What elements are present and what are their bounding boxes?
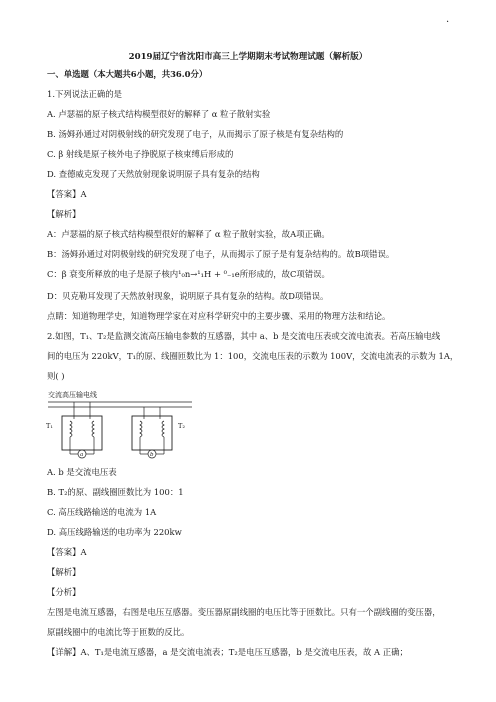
q2-option-b: B. T₂的原、副线圈匝数比为 100：1 (47, 487, 184, 497)
q1-comment: 点睛：知道物理学史，知道物理学家在对应科学研究中的主要步骤、采用的物理方法和结论。 (47, 311, 391, 321)
t1-label: T₁ (46, 422, 53, 430)
q2-stem-line2: 间的电压为 220kV，T₁的原、线圈匝数比为 1：100，交流电压表的示数为 100V，交流电流表的示数为 1A， (47, 351, 459, 361)
q2-fenxi-label: 【分析】 (47, 587, 81, 597)
meter-a-label: a (80, 452, 84, 458)
q2-option-a: A. b 是交流电压表 (47, 467, 117, 477)
q2-answer: 【答案】A (47, 547, 87, 557)
q1-explanation-b: B：汤姆孙通过对阴极射线的研究发现了电子，从而揭示了原子是有复杂结构的。故B项错误。 (47, 249, 395, 259)
t2-core (132, 416, 172, 450)
q2-option-c: C. 高压线路输送的电流为 1A (47, 507, 157, 517)
t2-coil-right (162, 421, 164, 437)
q1-option-c: C. β 射线是原子核外电子挣脱原子核束缚后形成的 (47, 149, 234, 159)
t1-core (62, 416, 102, 450)
q2-option-d: D. 高压线路输送的电功率为 220kw (47, 527, 182, 537)
q1-explanation-a: A：卢瑟福的原子核式结构模型很好的解释了 α 粒子散射实验，故A项正确。 (47, 229, 330, 239)
q1-analysis-label: 【解析】 (47, 209, 81, 219)
q1-explanation-d: D：贝克勒耳发现了天然放射现象，说明原子具有复杂的结构。故D项错误。 (47, 291, 329, 301)
q2-detail: 【详解】A、T₁是电流互感器，a 是交流电流表；T₂是电压互感器，b 是交流电压表，故 A 正确； (47, 647, 408, 657)
section-heading: 一、单选题（本大题共6小题，共36.0分） (47, 69, 208, 79)
t2-coil-left (140, 421, 142, 437)
q1-option-b: B. 汤姆孙通过对阴极射线的研究发现了电子，从而揭示了原子核是有复杂结构的 (47, 129, 344, 139)
q1-explanation-c: C：β 衰变所释放的电子是原子核内¹₀n→¹₁H + ⁰₋₁e所形成的，故C项错误。 (47, 269, 330, 279)
q1-option-a: A. 卢瑟福的原子核式结构模型很好的解释了 α 粒子散射实验 (47, 109, 271, 119)
q1-option-d: D. 查德威克发现了天然放射现象说明原子具有复杂的结构 (47, 169, 260, 179)
figure-caption: 交流高压输电线 (48, 391, 97, 399)
t2-label: T₂ (178, 422, 185, 430)
transformer-circuit-figure (44, 388, 194, 462)
q2-stem-line3: 则( ) (47, 371, 65, 381)
t1-coil-left (70, 421, 72, 437)
document-title: 2019届辽宁省沈阳市高三上学期期末考试物理试题（解析版） (128, 52, 368, 62)
q1-answer: 【答案】A (47, 189, 87, 199)
q2-analysis-label: 【解析】 (47, 567, 81, 577)
q2-fenxi-line2: 原副线圈中的电流比等于匝数的反比。 (47, 627, 190, 637)
t1-coil-right (92, 421, 94, 437)
meter-b-label: b (150, 452, 154, 458)
q1-stem: 1.下列说法正确的是 (47, 89, 122, 99)
header-mark: . (446, 14, 450, 25)
q2-stem-line1: 2.如图，T₁、T₂是监测交流高压输电参数的互感器，其中 a、b 是交流电压表或交流电流表。若高压输电线 (47, 331, 441, 341)
q2-fenxi-line1: 左图是电流互感器，右图是电压互感器。变压器原副线圈的电压比等于匝数比。只有一个副线圈的变压器， (47, 607, 441, 617)
